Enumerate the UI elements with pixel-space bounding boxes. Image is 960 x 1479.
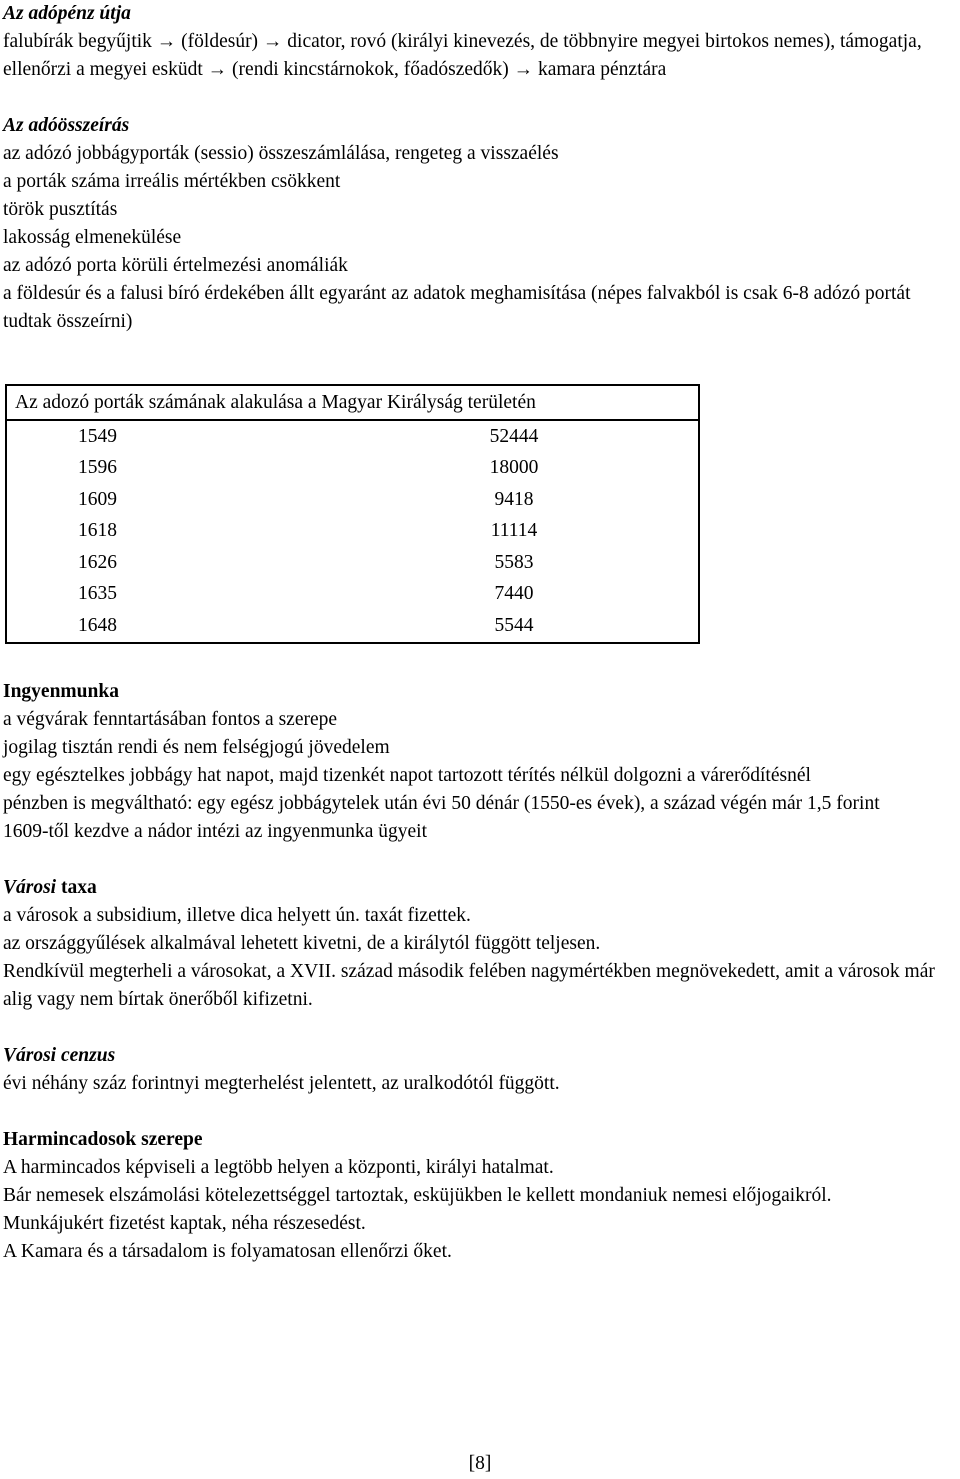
paragraph: Bár nemesek elszámolási kötelezettséggel tartoztak, esküjükben le kellett mondaniuk nemesi előjogaikról. — [3, 1184, 832, 1206]
table-row — [6, 484, 699, 516]
paragraph: Munkájukért fizetést kaptak, néha részesedést. — [3, 1212, 366, 1234]
table-caption: Az adozó porták számának alakulása a Magyar Királyság területén — [6, 385, 699, 420]
paragraph: falubírák begyűjtik → (földesúr) → dicator, rovó (királyi kinevezés, de többnyire megyei birtokos nemes), támogatja, ellenőrzi a megyei esküdt → (rendi kincstárnokok, főadószedők) → kamara pénztára — [3, 31, 922, 80]
value-cell: 52444 — [188, 420, 699, 453]
paragraph: a végvárak fenntartásában fontos a szerepe — [3, 708, 338, 730]
section-title-varosi-taxa — [3, 874, 955, 902]
value-cell: 5583 — [188, 547, 699, 579]
paragraph: az országgyűlések alkalmával lehetett kivetni, de a királytól függött teljesen. — [3, 932, 601, 954]
paragraph: 1609-től kezdve a nádor intézi az ingyenmunka ügyeit — [3, 820, 427, 842]
section-title-adopenz: Az adópénz útja — [3, 3, 131, 24]
paragraph: A Kamara és a társadalom is folyamatosan ellenőrzi őket. — [3, 1240, 452, 1262]
paragraph: A harmincados képviseli a legtöbb helyen a központi, királyi hatalmat. — [3, 1156, 554, 1178]
document-page — [3, 0, 955, 1266]
page-number: [8] — [468, 1453, 492, 1474]
value-cell: 9418 — [188, 484, 699, 516]
paragraph: az adózó porta körüli értelmezési anomáliák — [3, 255, 348, 276]
year-cell: 1626 — [6, 547, 188, 579]
year-cell: 1648 — [6, 610, 188, 643]
table-row — [6, 420, 699, 453]
value-cell: 7440 — [188, 579, 699, 611]
year-cell: 1618 — [6, 516, 188, 548]
table-row — [6, 610, 699, 643]
year-cell: 1596 — [6, 453, 188, 485]
paragraph: jogilag tisztán rendi és nem felségjogú jövedelem — [3, 736, 390, 758]
paragraph: török pusztítás — [3, 199, 118, 220]
value-cell: 18000 — [188, 453, 699, 485]
paragraph: évi néhány száz forintnyi megterhelést jelentett, az uralkodótól függött. — [3, 1072, 560, 1094]
year-cell: 1635 — [6, 579, 188, 611]
year-cell: 1609 — [6, 484, 188, 516]
table-row — [6, 579, 699, 611]
table-row — [6, 516, 699, 548]
paragraph: lakosság elmenekülése — [3, 227, 182, 248]
value-cell: 5544 — [188, 610, 699, 643]
paragraph: a porták száma irreális mértékben csökkent — [3, 171, 341, 192]
section-title-varosi-cenzus: Városi cenzus — [3, 1044, 116, 1066]
paragraph: egy egésztelkes jobbágy hat napot, majd tizenkét napot tartozott térítés nélkül dolgozni a várerődítésnél — [3, 764, 811, 786]
table-row — [6, 547, 699, 579]
paragraph: Rendkívül megterheli a városokat, a XVII. század második felében nagymértékben megnövekedett, amit a városok már alig vagy nem bírtak önerőből kifizetni. — [3, 960, 935, 1010]
table-row — [6, 453, 699, 485]
section-title-harmincadosok: Harmincadosok szerepe — [3, 1128, 203, 1150]
paragraph: a földesúr és a falusi bíró érdekében állt egyaránt az adatok meghamisítása (népes falvakból is csak 6-8 adózó portát tudtak összeírni) — [3, 283, 911, 332]
paragraph: a városok a subsidium, illetve dica helyett ún. taxát fizettek. — [3, 904, 471, 926]
title-italic-part: Városi — [3, 876, 57, 898]
section-title-adoosszeiras: Az adóösszeírás — [3, 115, 130, 136]
paragraph: pénzben is megváltható: egy egész jobbágytelek után évi 50 dénár (1550-es évek), a század végén már 1,5 forint — [3, 792, 880, 814]
title-rest-part: taxa — [56, 876, 97, 898]
year-cell: 1549 — [6, 420, 188, 453]
value-cell: 11114 — [188, 516, 699, 548]
section-title-ingyenmunka: Ingyenmunka — [3, 680, 119, 702]
porta-count-table — [5, 384, 700, 644]
paragraph: az adózó jobbágyporták (sessio) összeszámlálása, rengeteg a visszaélés — [3, 143, 559, 164]
